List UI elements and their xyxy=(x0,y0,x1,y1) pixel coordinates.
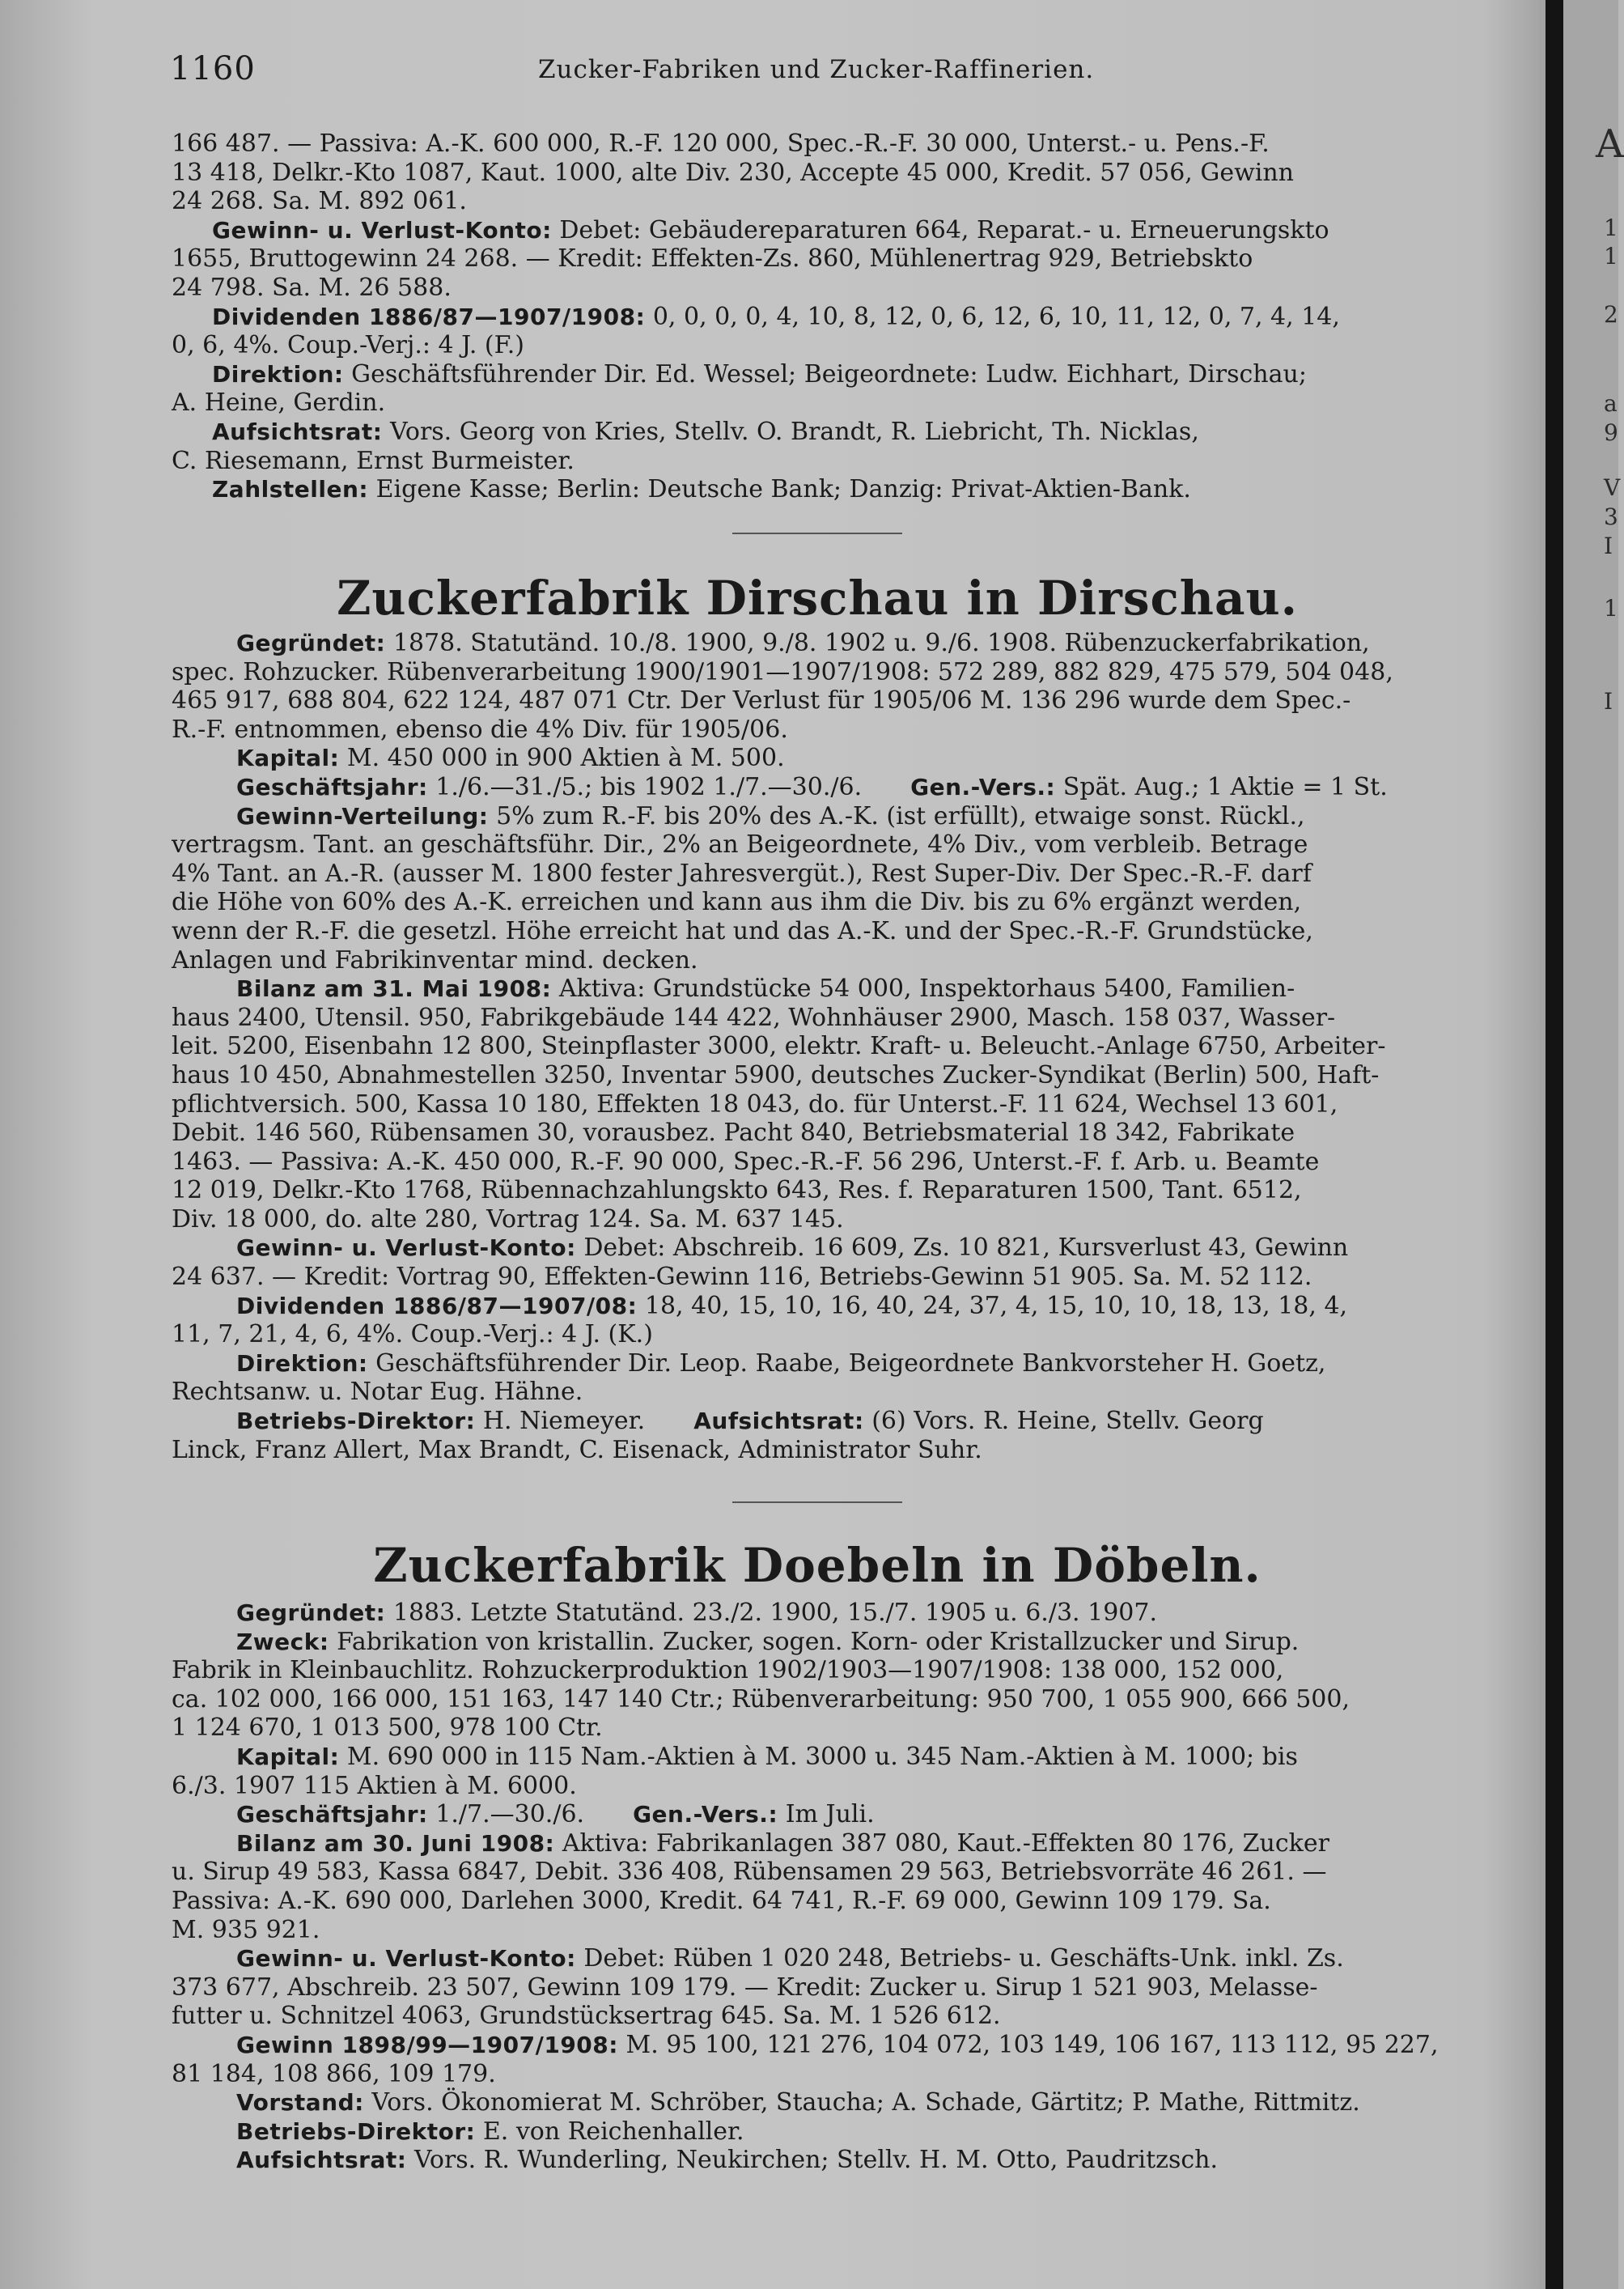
field-value: 373 677, Abschreib. 23 507, Gewinn 109 179. — Kredit: Zucker u. Sirup 1 521 903, Melasse- xyxy=(172,1973,1318,2002)
text-line: 24 268. Sa. M. 892 061. xyxy=(172,187,467,216)
text-line xyxy=(172,888,1466,917)
text-line xyxy=(172,2060,1466,2089)
section-divider xyxy=(732,533,902,534)
book-spine xyxy=(1546,0,1563,2289)
gv-konto xyxy=(172,216,1466,245)
text-line xyxy=(172,1320,1466,1349)
field-value: Geschäftsführender Dir. Ed. Wessel; Beigeordnete: Ludw. Eichhart, Dirschau; xyxy=(351,359,1307,389)
field-label: Kapital: xyxy=(236,745,340,772)
field-value: Fabrik in Kleinbauchlitz. Rohzuckerproduktion 1902/1903—1907/1908: 138 000, 152 000, xyxy=(172,1656,1284,1685)
text-line xyxy=(172,1205,1466,1234)
text-line xyxy=(172,946,1466,975)
field-value: 1463. — Passiva: A.-K. 450 000, R.-F. 90 000, Spec.-R.-F. 56 296, Unterst.-F. f. Arb. u. Beamte xyxy=(172,1147,1320,1176)
text-line xyxy=(172,1714,1466,1743)
field-label: Vorstand: xyxy=(236,2089,364,2117)
text-line xyxy=(172,744,1466,773)
field-value: u. Sirup 49 583, Kassa 6847, Debit. 336 408, Rübensamen 29 563, Betriebsvorräte 46 261. — xyxy=(172,1858,1327,1887)
next-page-fragment: 2 xyxy=(1604,301,1618,328)
field-value: haus 2400, Utensil. 950, Fabrikgebäude 144 422, Wohnhäuser 2900, Masch. 158 037, Wasser- xyxy=(172,1003,1336,1032)
field-value: Rechtsanw. u. Notar Eug. Hähne. xyxy=(172,1378,583,1407)
field-label: Gegründet: xyxy=(236,630,386,656)
field-label: Bilanz am 30. Juni 1908: xyxy=(236,1829,555,1857)
next-page-edge xyxy=(1563,0,1624,2289)
field-label: Zweck: xyxy=(236,1628,329,1655)
next-page-fragment: 1 xyxy=(1604,595,1618,622)
text-line xyxy=(172,1829,1466,1858)
text-line xyxy=(172,2002,1466,2031)
text-line: A. Heine, Gerdin. xyxy=(172,389,386,418)
field-value: 1./6.—31./5.; bis 1902 1./7.—30./6. xyxy=(435,772,863,801)
text-line xyxy=(172,1685,1466,1714)
dividends xyxy=(172,303,1466,332)
text-line xyxy=(172,1292,1466,1321)
field-label: Gewinn-Verteilung: xyxy=(236,802,489,830)
field-label: Gegründet: xyxy=(236,1599,386,1626)
page-number: 1160 xyxy=(170,50,256,87)
field-value: wenn der R.-F. die gesetzl. Höhe erreicht hat und das A.-K. und der Spec.-R.-F. Grundstücke, xyxy=(172,916,1313,945)
text-line xyxy=(172,1378,1466,1407)
field-value: pflichtversich. 500, Kassa 10 180, Effekten 18 043, do. für Unterst.-F. 11 624, Wechsel 13 601, xyxy=(172,1089,1338,1119)
field-value: haus 10 450, Abnahmestellen 3250, Inventar 5900, deutsches Zucker-Syndikat (Berlin) 500, Haft- xyxy=(172,1060,1380,1089)
field-label: Gen.-Vers.: xyxy=(910,773,1056,801)
next-page-fragment: 9 xyxy=(1604,419,1618,446)
field-label: Direktion: xyxy=(212,360,344,388)
field-value: Eigene Kasse; Berlin: Deutsche Bank; Danzig: Privat-Aktien-Bank. xyxy=(375,475,1191,504)
field-value: 1 124 670, 1 013 500, 978 100 Ctr. xyxy=(172,1714,603,1743)
text-line xyxy=(172,1004,1466,1033)
section-divider xyxy=(732,1501,902,1503)
field-value: 1./7.—30./6. xyxy=(435,1800,585,1829)
text-line xyxy=(172,686,1466,716)
field-label: Kapital: xyxy=(236,1743,340,1770)
field-label: Gen.-Vers.: xyxy=(633,1801,778,1828)
text-line: 1655, Bruttogewinn 24 268. — Kredit: Effekten-Zs. 860, Mühlenertrag 929, Betriebskto xyxy=(172,244,1253,274)
field-value: 0, 0, 0, 0, 4, 10, 8, 12, 0, 6, 12, 6, 10, 11, 12, 0, 7, 4, 14, xyxy=(652,302,1340,331)
text-line xyxy=(172,1263,1466,1292)
dirschau-entry xyxy=(172,629,1466,1464)
field-label: Geschäftsjahr: xyxy=(236,1801,428,1828)
next-page-fragment: a xyxy=(1604,390,1618,417)
field-value: 1883. Letzte Statutänd. 23./2. 1900, 15./7. 1905 u. 6./3. 1907. xyxy=(392,1599,1157,1627)
field-value: die Höhe von 60% des A.-K. erreichen und kann aus ihm die Div. bis zu 6% ergänzt werden, xyxy=(172,888,1302,917)
field-label: Direktion: xyxy=(236,1349,368,1377)
paying-agents xyxy=(172,475,1466,504)
field-label: Aufsichtsrat: xyxy=(693,1408,864,1435)
field-label: Gewinn- u. Verlust-Konto: xyxy=(236,1234,576,1262)
doebeln-entry xyxy=(172,1599,1466,2175)
text-line xyxy=(172,1436,1466,1465)
field-value: (6) Vors. R. Heine, Stellv. Georg xyxy=(871,1407,1264,1436)
field-label: Gewinn- u. Verlust-Konto: xyxy=(212,216,552,244)
text-line xyxy=(172,1599,1466,1628)
page-header xyxy=(170,50,1465,86)
field-value: M. 935 921. xyxy=(172,1915,320,1944)
text-line xyxy=(172,1090,1466,1119)
text-line xyxy=(172,716,1466,745)
field-value: Vors. Georg von Kries, Stellv. O. Brandt, R. Liebricht, Th. Nicklas, xyxy=(389,417,1199,446)
next-page-fragment: V xyxy=(1604,474,1621,501)
field-value: leit. 5200, Eisenbahn 12 800, Steinpflaster 3000, elektr. Kraft- u. Beleucht.-Anlage 6750, Arbeiter- xyxy=(172,1032,1386,1061)
continued-entry xyxy=(172,130,1466,504)
company-title-dirschau: Zuckerfabrik Dirschau in Dirschau. xyxy=(337,571,1298,626)
text-line xyxy=(172,1743,1466,1772)
field-value: 11, 7, 21, 4, 6, 4%. Coup.-Verj.: 4 J. (K.) xyxy=(172,1320,653,1349)
field-label: Betriebs-Direktor: xyxy=(236,2117,476,2145)
text-line xyxy=(172,629,1466,658)
field-value: vertragsm. Tant. an geschäftsführ. Dir., 2% an Beigeordnete, 4% Div., vom verbleib. Betrage xyxy=(172,830,1308,860)
text-line xyxy=(172,773,1466,802)
field-value: 465 917, 688 804, 622 124, 487 071 Ctr. Der Verlust für 1905/06 M. 136 296 wurde dem Spec.- xyxy=(172,686,1351,716)
text-line xyxy=(172,975,1466,1004)
text-line: 166 487. — Passiva: A.-K. 600 000, R.-F. 120 000, Spec.-R.-F. 30 000, Unterst.- u. Pens.-F. xyxy=(172,130,1270,158)
field-value: M. 450 000 in 900 Aktien à M. 500. xyxy=(346,744,785,773)
field-value: H. Niemeyer. xyxy=(482,1407,646,1436)
text-line xyxy=(172,1973,1466,2002)
field-value: Debet: Gebäudereparaturen 664, Reparat.- u. Erneuerungskto xyxy=(559,215,1329,244)
field-value: Passiva: A.-K. 690 000, Darlehen 3000, Kredit. 64 741, R.-F. 69 000, Gewinn 109 179. Sa. xyxy=(172,1886,1271,1915)
text-line xyxy=(172,1656,1466,1685)
field-value: Debet: Rüben 1 020 248, Betriebs- u. Geschäfts-Unk. inkl. Zs. xyxy=(583,1944,1344,1973)
field-value: Vors. Ökonomierat M. Schröber, Staucha; A. Schade, Gärtitz; P. Mathe, Rittmitz. xyxy=(371,2088,1360,2117)
text-line xyxy=(172,1032,1466,1061)
text-line xyxy=(172,1772,1466,1801)
text-line xyxy=(172,1887,1466,1916)
next-page-fragment: I xyxy=(1604,688,1613,715)
field-value: ca. 102 000, 166 000, 151 163, 147 140 Ctr.; Rübenverarbeitung: 950 700, 1 055 900, 666 500, xyxy=(172,1684,1351,1714)
field-label: Zahlstellen: xyxy=(212,476,369,503)
text-line xyxy=(172,1407,1466,1436)
field-value: 24 637. — Kredit: Vortrag 90, Effekten-Gewinn 116, Betriebs-Gewinn 51 905. Sa. M. 52 112. xyxy=(172,1263,1312,1292)
field-value: R.-F. entnommen, ebenso die 4% Div. für 1905/06. xyxy=(172,715,788,744)
field-value: E. von Reichenhaller. xyxy=(482,2117,744,2146)
text-line xyxy=(172,860,1466,889)
field-value: Debit. 146 560, Rübensamen 30, vorausbez. Pacht 840, Betriebsmaterial 18 342, Fabrikate xyxy=(172,1119,1295,1148)
field-value: 12 019, Delkr.-Kto 1768, Rübennachzahlungskto 643, Res. f. Reparaturen 1500, Tant. 6512, xyxy=(172,1176,1302,1205)
text-line xyxy=(172,1119,1466,1148)
field-value: Debet: Abschreib. 16 609, Zs. 10 821, Kursverlust 43, Gewinn xyxy=(583,1234,1349,1263)
field-value: 6./3. 1907 115 Aktien à M. 6000. xyxy=(172,1771,577,1800)
running-title: Zucker-Fabriken und Zucker-Raffinerien. xyxy=(538,55,1095,84)
company-title-doebeln: Zuckerfabrik Doebeln in Döbeln. xyxy=(373,1538,1261,1593)
field-value: Im Juli. xyxy=(785,1800,875,1829)
text-line xyxy=(172,658,1466,687)
next-page-fragment: 1 xyxy=(1604,214,1618,241)
text-line xyxy=(172,1628,1466,1657)
field-value: Vors. R. Wunderling, Neukirchen; Stellv. H. M. Otto, Paudritzsch. xyxy=(413,2146,1219,2175)
field-label: Dividenden 1886/87—1907/1908: xyxy=(212,303,646,330)
text-line xyxy=(172,1944,1466,1973)
text-line xyxy=(172,2031,1466,2060)
field-label: Gewinn- u. Verlust-Konto: xyxy=(236,1945,576,1973)
text-line xyxy=(172,1234,1466,1263)
field-value: Anlagen und Fabrikinventar mind. decken. xyxy=(172,945,698,975)
text-line xyxy=(172,1349,1466,1378)
text-line xyxy=(172,2146,1466,2175)
field-value: Spät. Aug.; 1 Aktie = 1 St. xyxy=(1062,772,1388,801)
field-value: 81 184, 108 866, 109 179. xyxy=(172,2059,496,2088)
text-line xyxy=(172,1176,1466,1205)
next-page-fragment: A xyxy=(1596,121,1624,167)
next-page-fragment: 3 xyxy=(1604,503,1618,530)
field-label: Betriebs-Direktor: xyxy=(236,1408,476,1435)
text-line xyxy=(172,1148,1466,1177)
field-value: M. 690 000 in 115 Nam.-Aktien à M. 3000 u. 345 Nam.-Aktien à M. 1000; bis xyxy=(346,1742,1298,1771)
text-line xyxy=(172,1061,1466,1090)
text-line xyxy=(172,802,1466,831)
text-line xyxy=(172,1800,1466,1829)
text-line xyxy=(172,1916,1466,1945)
field-label: Gewinn 1898/99—1907/1908: xyxy=(236,2031,618,2058)
text-line xyxy=(172,917,1466,946)
field-value: Aktiva: Fabrikanlagen 387 080, Kaut.-Effekten 80 176, Zucker xyxy=(562,1828,1329,1858)
field-value: Div. 18 000, do. alte 280, Vortrag 124. Sa. M. 637 145. xyxy=(172,1204,844,1234)
field-value: Fabrikation von kristallin. Zucker, sogen. Korn- oder Kristallzucker und Sirup. xyxy=(337,1627,1300,1656)
field-value: Geschäftsführender Dir. Leop. Raabe, Beigeordnete Bankvorsteher H. Goetz, xyxy=(375,1348,1326,1378)
text-line xyxy=(172,2088,1466,2117)
field-label: Aufsichtsrat: xyxy=(236,2147,407,2174)
text-line: C. Riesemann, Ernst Burmeister. xyxy=(172,446,575,475)
text-line: 0, 6, 4%. Coup.-Verj.: 4 J. (F.) xyxy=(172,331,524,360)
next-page-fragment: I xyxy=(1604,533,1613,559)
field-label: Geschäftsjahr: xyxy=(236,773,428,801)
next-page-fragment: 1 xyxy=(1604,243,1618,270)
text-line xyxy=(172,2117,1466,2147)
field-value: futter u. Schnitzel 4063, Grundstücksertrag 645. Sa. M. 1 526 612. xyxy=(172,2002,1001,2031)
text-line: 24 798. Sa. M. 26 588. xyxy=(172,273,452,302)
field-value: M. 95 100, 121 276, 104 072, 103 149, 106 167, 113 112, 95 227, xyxy=(625,2030,1439,2059)
text-line xyxy=(172,1858,1466,1887)
field-value: 4% Tant. an A.-R. (ausser M. 1800 fester Jahresvergüt.), Rest Super-Div. Der Spec.-R.-F. darf xyxy=(172,859,1312,888)
field-value: Aktiva: Grundstücke 54 000, Inspektorhaus 5400, Familien- xyxy=(558,975,1295,1004)
field-value: spec. Rohzucker. Rübenverarbeitung 1900/1901—1907/1908: 572 289, 882 829, 475 579, 504 048, xyxy=(172,657,1393,686)
text-line: 13 418, Delkr.-Kto 1087, Kaut. 1000, alte Div. 230, Accepte 45 000, Kredit. 57 056, Gewinn xyxy=(172,158,1294,187)
field-label: Aufsichtsrat: xyxy=(212,418,383,445)
field-label: Dividenden 1886/87—1907/08: xyxy=(236,1292,638,1319)
field-value: 5% zum R.-F. bis 20% des A.-K. (ist erfüllt), etwaige sonst. Rückl., xyxy=(496,801,1305,830)
field-value: 18, 40, 15, 10, 16, 40, 24, 37, 4, 15, 10, 10, 18, 13, 18, 4, xyxy=(644,1291,1348,1320)
text-line xyxy=(172,830,1466,860)
field-value: 1878. Statutänd. 10./8. 1900, 9./8. 1902 u. 9./6. 1908. Rübenzuckerfabrikation, xyxy=(392,629,1370,657)
supervisory-board xyxy=(172,418,1466,447)
field-value: Linck, Franz Allert, Max Brandt, C. Eisenack, Administrator Suhr. xyxy=(172,1435,982,1464)
direction xyxy=(172,360,1466,389)
field-label: Bilanz am 31. Mai 1908: xyxy=(236,975,552,1003)
